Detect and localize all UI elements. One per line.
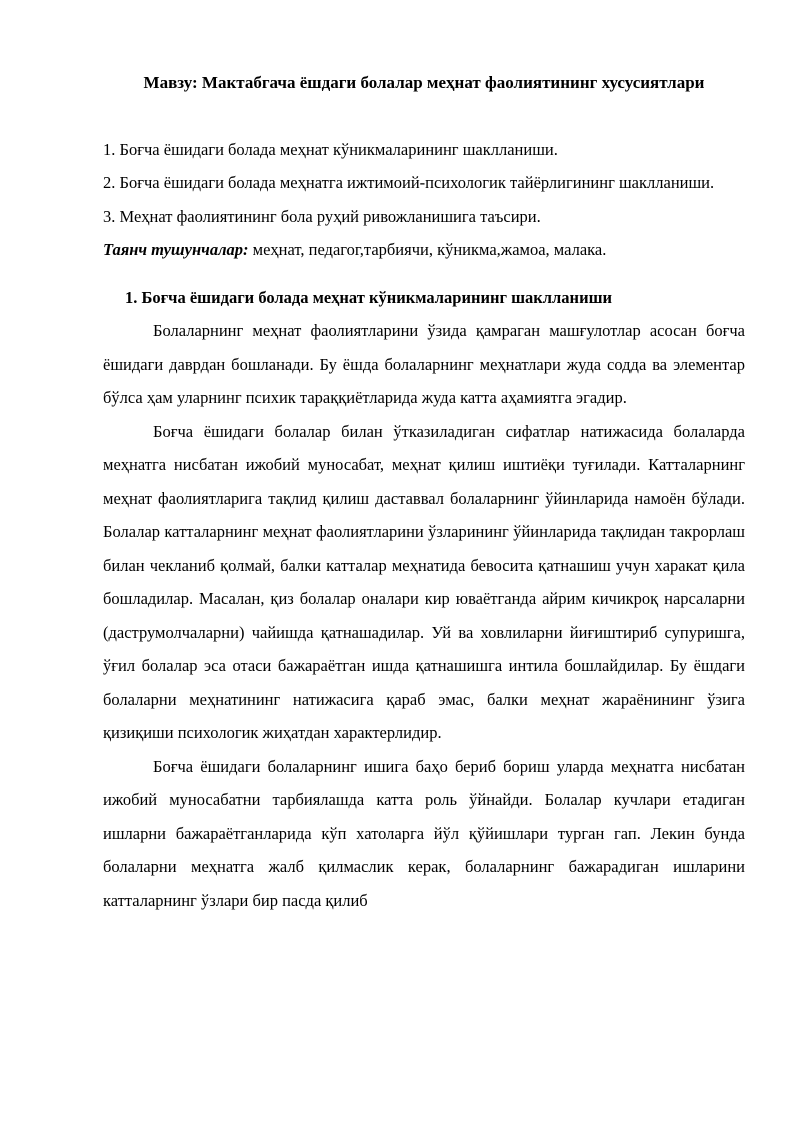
plan-item-2: 2. Боғча ёшидаги болада меҳнатга ижтимоий-психологик тайёрлигининг шаклланиши. bbox=[103, 173, 715, 192]
section-heading: 1. Боғча ёшидаги болада меҳнат кўникмаларининг шаклланиши bbox=[125, 287, 613, 307]
key-terms-line bbox=[103, 233, 745, 267]
paragraph-3: Боғча ёшидаги болаларнинг ишига баҳо бериб бориш уларда меҳнатга нисбатан ижобий муносабатни тарбиялашда катта роль ўйнайди. Болалар кучлари етадиган ишларни бажараётганларида кўп хатоларга йўл қўйишлари турган гап. Лекин бунда болаларни меҳнатга жалб қилмаслик керак, болаларнинг бажарадиган ишларини катталарнинг ўзлари бир пасда қилиб bbox=[103, 756, 745, 910]
key-terms-text: меҳнат, педагог,тарбиячи, кўникма,жамоа, малака. bbox=[248, 240, 607, 259]
key-terms-label: Таянч тушунчалар: bbox=[103, 240, 249, 259]
plan-item-3: 3. Меҳнат фаолиятининг бола руҳий ривожланишига таъсири. bbox=[103, 206, 541, 226]
paragraph-2: Боғча ёшидаги болалар билан ўтказиладиган сифатлар натижасида болаларда меҳнатга нисбатан ижобий муносабат, меҳнат қилиш иштиёқи туғилади. Катталарнинг меҳнат фаолиятларига тақлид қилиш даставвал болаларнинг ўйинларида намоён бўлади. Болалар катталарнинг меҳнат фаолиятларини ўзларининг ўйинларида тақлидан такрорлаш билан чекланиб қолмай, балки катталар меҳнатида бевосита қатнашиш учун харакат қила бошладилар. Масалан, қиз болалар оналари кир юваётганда айрим кичикроқ нарсаларни (даструмолчаларни) чайишда қатнашадилар. Уй ва ховлиларни йиғиштириб супуришга, ўғил болалар эса отаси бажараётган ишда қатнашишга интила бошлайдилар. Бу ёшдаги болаларни меҳнатининг натижасига қараб эмас, балки меҳнат жараёнининг ўзига қизиқиши психологик жиҳатдан характерлидир. bbox=[103, 421, 745, 742]
document-body bbox=[103, 314, 745, 917]
paragraph-1: Болаларнинг меҳнат фаолиятларини ўзида қамраган машғулотлар асосан боғча ёшидаги даврдан бошланади. Бу ёшда болаларнинг меҳнатлари жуда содда ва элементар бўлса ҳам уларнинг психик тараққиётларида жуда катта аҳамиятга эгадир. bbox=[103, 321, 745, 407]
document-title: Мавзу: Мактабгача ёшдаги болалар меҳнат фаолиятининг хусусиятлари bbox=[143, 73, 705, 92]
plan-item-1: 1. Боғча ёшидаги болада меҳнат кўникмаларининг шаклланиши. bbox=[103, 139, 558, 159]
plan-list bbox=[103, 133, 745, 267]
